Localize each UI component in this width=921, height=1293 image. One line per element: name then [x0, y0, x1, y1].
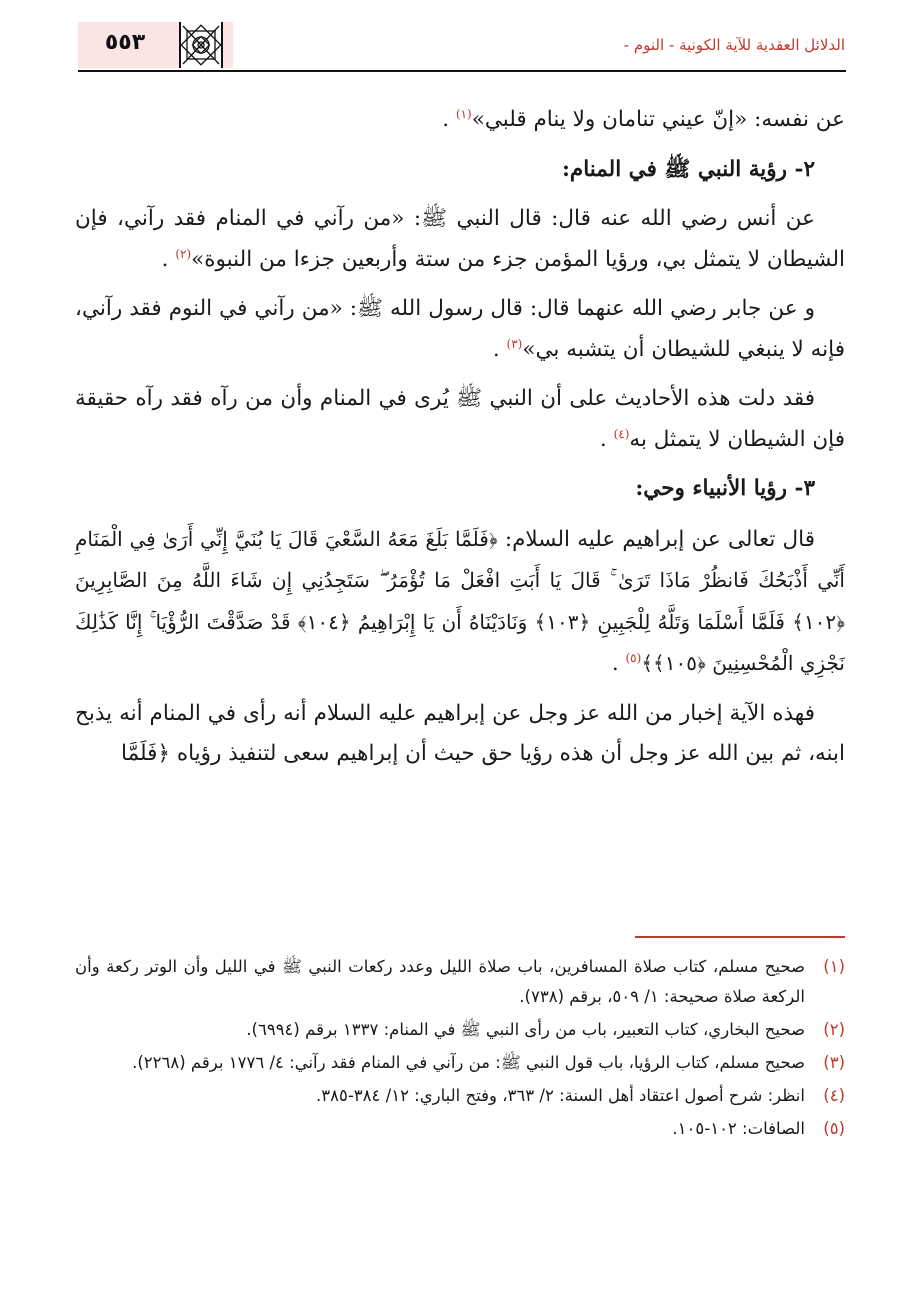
paragraph-6 [75, 694, 845, 775]
section-heading-2 [75, 150, 845, 191]
footnote-ref-4: (٤) [613, 426, 630, 441]
section-heading-3-number: ٣- [794, 476, 815, 501]
paragraph-3: و عن جابر رضي الله عنهما قال: قال رسول الله ﷺ: «من رآني في النوم فقد رآني، فإنه لا ينبغي للشيطان أن يتشبه بي»$^{(٣)}$ . [75, 296, 845, 362]
footnote-ref-1: (١) [455, 106, 472, 121]
footnote-4-text: انظر: شرح أصول اعتقاد أهل السنة: ٢/ ٣٦٣، وفتح الباري: ١٢/ ٣٨٤-٣٨٥. [315, 1086, 805, 1105]
footnote-1 [75, 952, 845, 1012]
paragraph-1: عن نفسه: «إنّ عيني تنامان ولا ينام قلبي»$^{(١)}$ . [442, 106, 845, 132]
footnote-5 [75, 1114, 845, 1144]
footnote-3-text: صحيح مسلم، كتاب الرؤيا، باب قول النبي ﷺ: من رآني في المنام فقد رآني: ٤/ ١٧٧٦ برقم (٢٢٦٨). [132, 1053, 805, 1072]
footnote-3-number: (٣) [823, 1053, 845, 1072]
footnote-ref-5: (٥) [625, 650, 642, 665]
footnotes [75, 952, 845, 1147]
section-heading-2-number: ٢- [794, 156, 815, 182]
page-number-box [78, 22, 233, 68]
paragraph-2-text: عن أنس رضي الله عنه قال: قال النبي ﷺ: «من رآني في المنام فقد رآني، فإن الشيطان لا يتمثل بي، ورؤيا المؤمن جزء من ستة وأربعين جزءا من النبوة» [75, 206, 845, 272]
footnote-rule [635, 936, 845, 938]
footnote-2-text: صحيح البخاري، كتاب التعبير، باب من رأى النبي ﷺ في المنام: ١٣٣٧ برقم (٦٩٩٤). [246, 1020, 805, 1039]
footnote-2 [75, 1015, 845, 1045]
footnote-4 [75, 1081, 845, 1111]
footnote-ref-2: (٢) [175, 246, 192, 261]
geometric-star-ornament-icon [179, 22, 223, 68]
footnote-2-number: (٢) [823, 1020, 845, 1039]
footnote-3 [75, 1048, 845, 1078]
footnote-5-text: الصافات: ١٠٢-١٠٥. [672, 1119, 805, 1138]
paragraph-6-text: فهذه الآية إخبار من الله عز وجل عن إبراهيم عليه السلام أنه رأى في المنام أنه يذبح ابنه، ثم بين الله عز وجل أن هذه رؤيا حق حيث أن إبراهيم سعى لتنفيذ رؤياه ﴿فَلَمَّا [75, 700, 845, 766]
footnote-5-number: (٥) [823, 1119, 845, 1138]
footnote-4-number: (٤) [823, 1086, 845, 1105]
paragraph-1-text: عن نفسه: «إنّ عيني تنامان ولا ينام قلبي» [471, 107, 845, 132]
paragraph-5-intro: قال تعالى عن إبراهيم عليه السلام: [504, 526, 815, 552]
paragraph-4: فقد دلت هذه الأحاديث على أن النبي ﷺ يُرى في المنام وأن من رآه فقد رآه حقيقة فإن الشيطان لا يتمثل به$^{(٤)}$ . [75, 386, 845, 452]
paragraph-3-text: و عن جابر رضي الله عنهما قال: قال رسول الله ﷺ: «من رآني في النوم فقد رآني، فإنه لا ينبغي للشيطان أن يتشبه بي» [75, 296, 845, 362]
footnote-1-text: صحيح مسلم، كتاب صلاة المسافرين، باب صلاة الليل وعدد ركعات النبي ﷺ في الليل وأن الوتر ركعة وأن الركعة صلاة صحيحة: ١/ ٥٠٩، برقم (٧٣٨). [75, 957, 805, 1006]
quran-verse: ﴿فَلَمَّا بَلَغَ مَعَهُ السَّعْيَ قَالَ يَا بُنَيَّ إِنِّي أَرَىٰ فِي الْمَنَامِ أَنِّي أَذْبَحُكَ فَانظُرْ مَاذَا تَرَىٰ ۚ قَالَ يَا أَبَتِ افْعَلْ مَا تُؤْمَرُ ۖ سَتَجِدُنِي إِن شَاءَ اللَّهُ مِنَ الصَّابِرِينَ ﴿١٠٢﴾ فَلَمَّا أَسْلَمَا وَتَلَّهُ لِلْجَبِينِ ﴿١٠٣﴾ وَنَادَيْنَاهُ أَن يَا إِبْرَاهِيمُ ﴿١٠٤﴾ قَدْ صَدَّقْتَ الرُّؤْيَا ۚ إِنَّا كَذَٰلِكَ نَجْزِي الْمُحْسِنِينَ ﴿١٠٥﴾﴾ [75, 526, 845, 675]
paragraph-2: عن أنس رضي الله عنه قال: قال النبي ﷺ: «من رآني في المنام فقد رآني، فإن الشيطان لا يتمثل بي، ورؤيا المؤمن جزء من ستة وأربعين جزءا من النبوة»$^{(٢)}$ . [75, 206, 845, 272]
footnote-1-number: (١) [823, 957, 845, 976]
section-heading-3 [75, 469, 845, 510]
running-header-title: الدلائل العقدية للآية الكونية - النوم - [623, 36, 845, 54]
main-text [75, 100, 845, 784]
page-number: ٥٥٣ [104, 30, 146, 55]
footnote-ref-3: (٣) [506, 336, 523, 351]
section-heading-3-text: رؤيا الأنبياء وحي: [635, 476, 787, 501]
paragraph-5: قال تعالى عن إبراهيم عليه السلام: ﴿فَلَمَّا بَلَغَ مَعَهُ السَّعْيَ قَالَ يَا بُنَيَّ إِنِّي أَرَىٰ فِي الْمَنَامِ أَنِّي أَذْبَحُكَ فَانظُرْ مَاذَا تَرَىٰ ۚ قَالَ يَا أَبَتِ افْعَلْ مَا تُؤْمَرُ ۖ سَتَجِدُنِي إِن شَاءَ اللَّهُ مِنَ الصَّابِرِينَ ﴿١٠٢﴾ فَلَمَّا أَسْلَمَا وَتَلَّهُ لِلْجَبِينِ ﴿١٠٣﴾ وَنَادَيْنَاهُ أَن يَا إِبْرَاهِيمُ ﴿١٠٤﴾ قَدْ صَدَّقْتَ الرُّؤْيَا ۚ إِنَّا كَذَٰلِكَ نَجْزِي الْمُحْسِنِينَ ﴿١٠٥﴾﴾$^{(٥)}$ . [75, 526, 845, 676]
paragraph-4-text: فقد دلت هذه الأحاديث على أن النبي ﷺ يُرى في المنام وأن من رآه فقد رآه حقيقة فإن الشيطان لا يتمثل به [75, 386, 845, 452]
section-heading-2-text: رؤية النبي ﷺ في المنام: [561, 156, 787, 182]
header-rule [78, 70, 846, 72]
